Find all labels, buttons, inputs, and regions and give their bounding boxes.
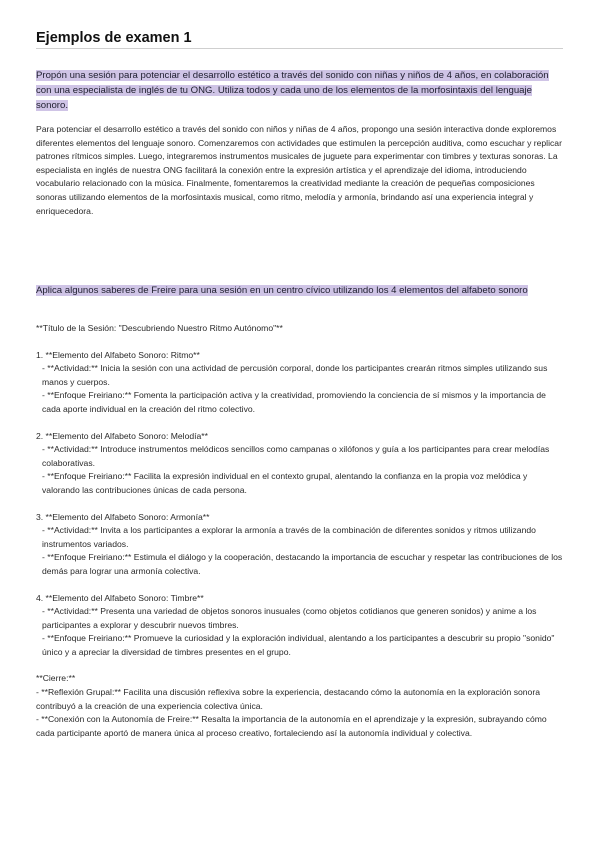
cierre-item-reflexion: - **Reflexión Grupal:** Facilita una discusión reflexiva sobre la experiencia, destacando cómo la autonomía en la exploración sonora contribuyó a la creación de una experiencia colectiva única. [36,687,540,711]
question-1-prompt [36,68,556,113]
question-1-prompt-text: Propón una sesión para potenciar el desarrollo estético a través del sonido con niñas y niños de 4 años, en colaboración con una especialista de inglés de tu ONG. Utiliza todos y cada uno de los elementos de la morfosintaxis del lenguaje sonoro. [36,70,549,111]
element-4-actividad: - **Actividad:** Presenta una variedad de objetos sonoros inusuales (como objetos cotidianos que generen sonidos) y anime a los participantes a explorar y descubrir nuevos timbres. [42,606,537,630]
question-2-prompt-text: Aplica algunos saberes de Freire para una sesión en un centro cívico utilizando los 4 elementos del alfabeto sonoro [36,285,528,296]
element-1-actividad: - **Actividad:** Inicia la sesión con una actividad de percusión corporal, donde los participantes crearán ritmos simples utilizando sus manos y cuerpos. [42,363,548,387]
session-title: **Título de la Sesión: "Descubriendo Nuestro Ritmo Autónomo"** [36,323,283,333]
element-3-actividad: - **Actividad:** Invita a los participantes a explorar la armonía a través de la combinación de diferentes sonidos y ritmos utilizando instrumentos variados. [42,525,536,549]
question-2-prompt [36,283,556,298]
page-title: Ejemplos de examen 1 [36,30,563,49]
element-1-heading: 1. **Elemento del Alfabeto Sonoro: Ritmo** [36,349,200,360]
element-3-enfoque: - **Enfoque Freiriano:** Estimula el diálogo y la cooperación, destacando la importancia de escuchar y respetar las contribuciones de los demás para lograr una armonía colectiva. [42,552,563,576]
answer-1-paragraph: Para potenciar el desarrollo estético a través del sonido con niños y niñas de 4 años, propongo una sesión interactiva donde exploremos diferentes elementos del lenguaje sonoro. Comenzaremos con actividades que estimulen la percepción auditiva, como escuchar y replicar patrones rítmicos simples. Luego, integraremos instrumentos musicales de juguete para experimentar con timbres y texturas sonoras. La especialista en inglés de nuestra ONG facilitará la conexión entre la expresión artística y el aprendizaje del idioma, introduciendo vocabulario relacionado con la música. Finalmente, fomentaremos la creatividad mediante la creación de pequeñas composiciones sonoras utilizando elementos de la morfosintaxis musical, como ritmo, melodía y armonía, brindando así una experiencia integral y enriquecedora. [36,124,562,216]
cierre-item-conexion: - **Conexión con la Autonomía de Freire:** Resalta la importancia de la autonomía en el aprendizaje y la expresión, subrayando cómo cada participante aportó de manera única al proceso creativo, fortaleciendo así la autonomía individual y colectiva. [36,714,547,738]
element-3-heading: 3. **Elemento del Alfabeto Sonoro: Armonía** [36,511,210,522]
cierre-heading: **Cierre:** [36,673,76,684]
element-4-heading: 4. **Elemento del Alfabeto Sonoro: Timbre** [36,592,204,603]
element-2-heading: 2. **Elemento del Alfabeto Sonoro: Melodía** [36,430,208,441]
element-1-enfoque: - **Enfoque Freiriano:** Fomenta la participación activa y la creatividad, promoviendo la conciencia de sí mismos y la importancia de cada aporte individual en la creación del ritmo colectivo. [42,390,546,414]
element-2-actividad: - **Actividad:** Introduce instrumentos melódicos sencillos como campanas o xilófonos y guía a los participantes para crear melodías colaborativas. [42,444,550,468]
element-2-enfoque: - **Enfoque Freiriano:** Facilita la expresión individual en el contexto grupal, alentando la confianza en la propia voz melódica y valorando las contribuciones únicas de cada persona. [42,471,528,495]
element-4-enfoque: - **Enfoque Freiriano:** Promueve la curiosidad y la exploración individual, alentando a los participantes a descubrir su propio "sonido" único y a apreciar la diversidad de timbres presentes en el grupo. [42,633,555,657]
answer-2-body [36,322,564,740]
